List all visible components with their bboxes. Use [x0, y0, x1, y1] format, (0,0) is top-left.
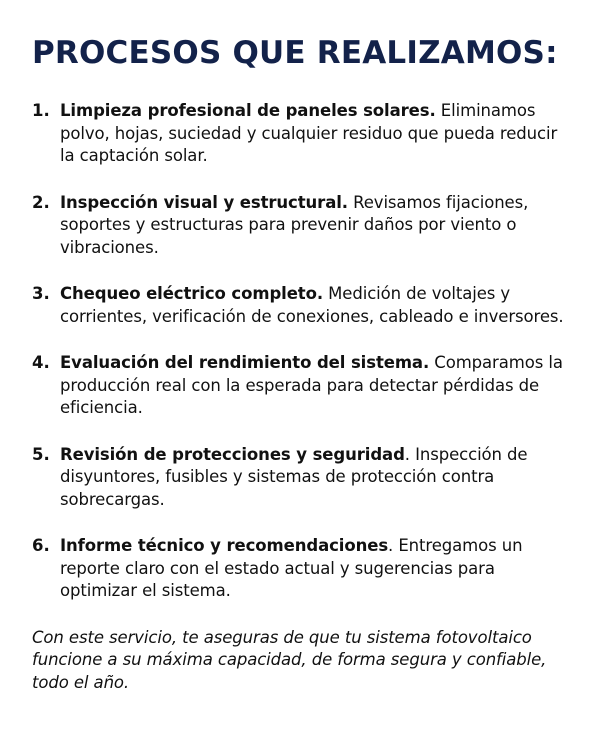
- closing-statement: Con este servicio, te aseguras de que tu sistema fotovoltaico funcione a su máxima capacidad, de forma segura y confiable, todo el año.: [32, 627, 547, 692]
- item-number: 4.: [32, 353, 50, 372]
- item-body: Revisamos fijaciones, soportes y estructuras para prevenir daños por viento o vibraciones.: [60, 192, 529, 257]
- item-description: [60, 535, 572, 603]
- item-description: [60, 444, 572, 512]
- item-number: 3.: [32, 284, 50, 303]
- process-item-5: [32, 444, 572, 512]
- item-body: . Entregamos un reporte claro con el estado actual y sugerencias para optimizar el sistema.: [60, 536, 523, 600]
- item-heading: Informe técnico y recomendaciones: [60, 536, 389, 555]
- item-heading: Evaluación del rendimiento del sistema.: [60, 353, 430, 372]
- page-title: PROCESOS QUE REALIZAMOS:: [32, 35, 558, 71]
- item-description: [60, 100, 572, 168]
- process-item-6: [32, 535, 572, 603]
- item-number: 5.: [32, 444, 50, 464]
- process-list: [32, 100, 572, 603]
- process-item-3: [32, 283, 572, 328]
- item-number: 6.: [32, 536, 50, 555]
- item-number: 2.: [32, 192, 50, 212]
- item-number: 1.: [32, 101, 50, 120]
- item-heading: Inspección visual y estructural.: [60, 192, 348, 212]
- item-body: Comparamos la producción real con la esperada para detectar pérdidas de eficiencia.: [60, 353, 563, 417]
- item-heading: Revisión de protecciones y seguridad: [60, 444, 405, 464]
- item-body: . Inspección de disyuntores, fusibles y sistemas de protección contra sobrecargas.: [60, 444, 528, 509]
- process-item-2: [32, 192, 572, 260]
- item-body: Eliminamos polvo, hojas, suciedad y cualquier residuo que pueda reducir la captación solar.: [60, 101, 558, 165]
- process-item-1: [32, 100, 572, 168]
- item-body: Medición de voltajes y corrientes, verificación de conexiones, cableado e inversores.: [60, 284, 564, 326]
- item-description: [60, 192, 572, 260]
- item-heading: Chequeo eléctrico completo.: [60, 284, 323, 303]
- item-description: [60, 283, 572, 328]
- item-heading: Limpieza profesional de paneles solares.: [60, 101, 436, 120]
- process-item-4: [32, 352, 572, 420]
- item-description: [60, 352, 572, 420]
